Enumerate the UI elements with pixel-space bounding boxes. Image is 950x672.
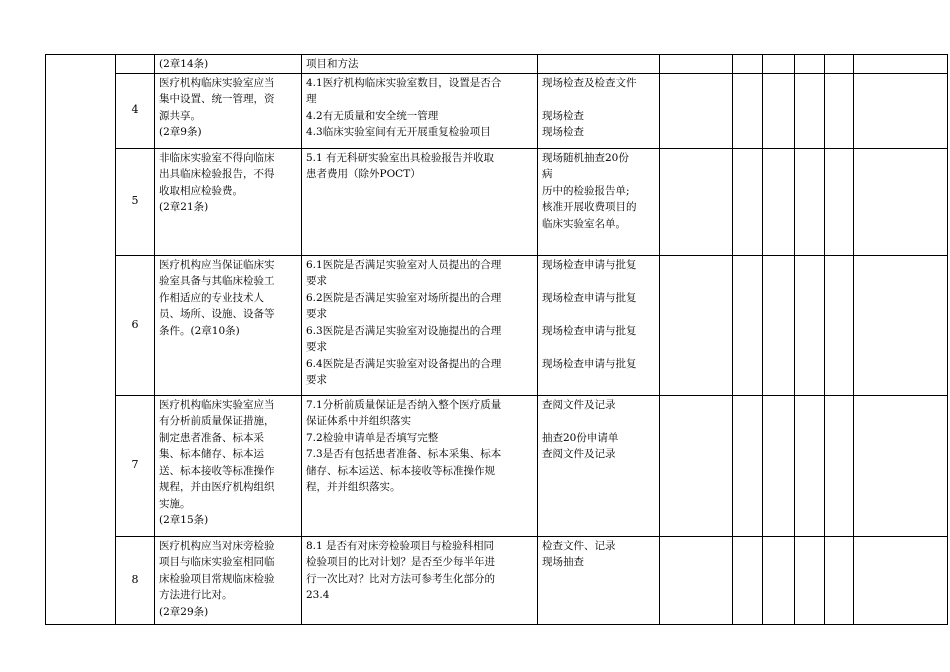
requirement-line: 医疗机构临床实验室应当: [159, 76, 275, 89]
blank-cell: [825, 73, 854, 148]
blank-cell: [854, 255, 948, 395]
check-method-line: 现场检查申请与批复: [542, 324, 637, 337]
check-method-line: 现场抽查: [542, 556, 584, 568]
method-line: 8.1 是否有对床旁检验项目与检验科相同: [306, 539, 495, 552]
requirement-line: 医疗机构临床实验室应当: [159, 398, 275, 411]
check-method-cell: [538, 536, 660, 624]
method-cell: [302, 255, 538, 395]
method-line: 5.1 有无科研实验室出具检验报告并收取: [306, 151, 495, 164]
inspection-table: [45, 54, 948, 625]
blank-cell: [795, 536, 825, 624]
requirement-line: 医疗机构应当保证临床实: [159, 258, 275, 271]
item-number: [116, 55, 155, 74]
blank-cell: [733, 73, 763, 148]
method-line: 4.2有无质量和安全统一管理: [306, 109, 439, 122]
check-method-cell: [538, 55, 660, 74]
method-line: 项目和方法: [306, 58, 359, 70]
method-line: 4.1医疗机构临床实验室数目，设置是否合: [306, 76, 502, 89]
method-line: 6.4医院是否满足实验室对设备提出的合理: [306, 357, 502, 370]
check-method-line: 查阅文件及记录: [542, 398, 616, 411]
method-cell: [302, 536, 538, 624]
blank-cell: [854, 73, 948, 148]
check-method-line: 现场检查申请与批复: [542, 357, 637, 370]
method-line: 6.3医院是否满足实验室对设施提出的合理: [306, 324, 502, 337]
requirement-line: 出具临床检验报告，不得: [159, 168, 275, 180]
table-row: [46, 55, 948, 74]
item-number: 6: [116, 255, 155, 395]
check-method-line: 历中的检验报告单;: [542, 184, 630, 197]
requirement-line: 项目与临床实验室相同临: [159, 556, 275, 568]
blank-cell: [660, 255, 733, 395]
blank-cell: [660, 536, 733, 624]
category-cell: [46, 55, 116, 625]
method-line: 保证体系中并组织落实: [306, 415, 411, 427]
method-line: 行一次比对？比对方法可参考生化部分的: [306, 572, 495, 585]
table-row: [46, 395, 948, 536]
method-line: 7.3是否有包括患者准备、标本采集、标本: [306, 448, 502, 460]
blank-cell: [854, 55, 948, 74]
check-method-cell: [538, 255, 660, 395]
method-cell: [302, 73, 538, 148]
method-line: 6.1医院是否满足实验室对人员提出的合理: [306, 258, 502, 271]
check-method-line: 现场检查申请与批复: [542, 258, 637, 271]
blank-cell: [733, 536, 763, 624]
requirement-line: 条件。(2章10条): [159, 324, 240, 337]
requirement-line: 医疗机构应当对床旁检验: [159, 539, 275, 552]
blank-cell: [795, 148, 825, 255]
requirement-line: 床检验项目常规临床检验: [159, 572, 275, 585]
blank-cell: [795, 395, 825, 536]
blank-cell: [763, 55, 795, 74]
item-number: 8: [116, 536, 155, 624]
blank-cell: [733, 55, 763, 74]
method-line: 程，并并组织落实。: [306, 481, 401, 493]
requirement-cell: [155, 55, 302, 74]
table-row: [46, 73, 948, 148]
blank-cell: [660, 55, 733, 74]
requirement-cell: [155, 395, 302, 536]
blank-cell: [825, 395, 854, 536]
check-method-line: 现场随机抽查20份: [542, 151, 629, 164]
requirement-line: 制定患者准备、标本采: [159, 431, 264, 444]
requirement-line: 非临床实验室不得向临床: [159, 151, 275, 164]
requirement-line: 收取相应检验费。: [159, 184, 243, 197]
method-line: 检验项目的比对计划？是否至少每半年进: [306, 556, 495, 568]
item-number: 7: [116, 395, 155, 536]
requirement-cell: [155, 536, 302, 624]
method-line: 6.2医院是否满足实验室对场所提出的合理: [306, 291, 502, 304]
requirement-line: 集中设置、统一管理，资: [159, 93, 275, 105]
requirement-line: (2章21条): [159, 201, 209, 213]
requirement-line: 集、标本储存、标本运: [159, 448, 264, 460]
blank-cell: [763, 395, 795, 536]
blank-cell: [854, 395, 948, 536]
method-line: 要求: [306, 308, 327, 320]
blank-cell: [660, 148, 733, 255]
item-number: 4: [116, 73, 155, 148]
requirement-line: (2章14条): [159, 58, 209, 70]
method-line: 23.4: [306, 589, 330, 601]
check-method-line: 临床实验室名单。: [542, 217, 626, 230]
method-cell: [302, 395, 538, 536]
requirement-line: 作相适应的专业技术人: [159, 291, 264, 304]
requirement-line: (2章15条): [159, 514, 209, 526]
table-row: [46, 536, 948, 624]
blank-cell: [733, 148, 763, 255]
requirement-line: 源共享。: [159, 109, 201, 122]
requirement-line: 验室具备与其临床检验工: [159, 275, 275, 287]
method-line: 患者费用（除外POCT）: [306, 168, 421, 180]
requirement-line: 送、标本接收等标准操作: [159, 464, 275, 477]
blank-cell: [825, 255, 854, 395]
method-line: 储存、标本运送、标本接收等标准操作规: [306, 464, 495, 477]
blank-cell: [763, 255, 795, 395]
blank-cell: [660, 395, 733, 536]
requirement-line: 有分析前质量保证措施，: [159, 415, 275, 427]
blank-cell: [854, 536, 948, 624]
requirement-line: 实施。: [159, 497, 191, 510]
requirement-cell: [155, 73, 302, 148]
check-method-line: 病: [542, 168, 553, 180]
check-method-line: 现场检查: [542, 126, 584, 138]
method-line: 7.2检验申请单是否填写完整: [306, 431, 439, 444]
blank-cell: [795, 55, 825, 74]
blank-cell: [825, 148, 854, 255]
method-line: 4.3临床实验室间有无开展重复检验项目: [306, 126, 491, 138]
requirement-line: (2章9条): [159, 126, 202, 138]
blank-cell: [795, 73, 825, 148]
check-method-cell: [538, 148, 660, 255]
check-method-cell: [538, 73, 660, 148]
check-method-line: 核准开展收费项目的: [542, 201, 637, 213]
method-cell: [302, 148, 538, 255]
item-number: 5: [116, 148, 155, 255]
check-method-line: 查阅文件及记录: [542, 448, 616, 460]
check-method-line: 现场检查: [542, 109, 584, 122]
blank-cell: [660, 73, 733, 148]
blank-cell: [763, 148, 795, 255]
requirement-line: (2章29条): [159, 605, 209, 618]
blank-cell: [733, 255, 763, 395]
requirement-line: 方法进行比对。: [159, 589, 233, 601]
requirement-line: 员、场所、设施、设备等: [159, 308, 275, 320]
blank-cell: [763, 536, 795, 624]
check-method-line: 检查文件、记录: [542, 539, 616, 552]
blank-cell: [795, 255, 825, 395]
method-line: 理: [306, 93, 317, 105]
check-method-line: 现场检查及检查文件: [542, 76, 637, 89]
method-line: 要求: [306, 275, 327, 287]
blank-cell: [854, 148, 948, 255]
method-line: 要求: [306, 341, 327, 353]
check-method-line: 抽查20份申请单: [542, 431, 619, 444]
method-line: 7.1分析前质量保证是否纳入整个医疗质量: [306, 398, 502, 411]
blank-cell: [825, 55, 854, 74]
check-method-cell: [538, 395, 660, 536]
requirement-cell: [155, 148, 302, 255]
table-row: [46, 255, 948, 395]
requirement-line: 规程，并由医疗机构组织: [159, 481, 275, 493]
blank-cell: [825, 536, 854, 624]
method-cell: [302, 55, 538, 74]
method-line: 要求: [306, 374, 327, 386]
check-method-line: 现场检查申请与批复: [542, 291, 637, 304]
requirement-cell: [155, 255, 302, 395]
blank-cell: [763, 73, 795, 148]
blank-cell: [733, 395, 763, 536]
table-row: [46, 148, 948, 255]
